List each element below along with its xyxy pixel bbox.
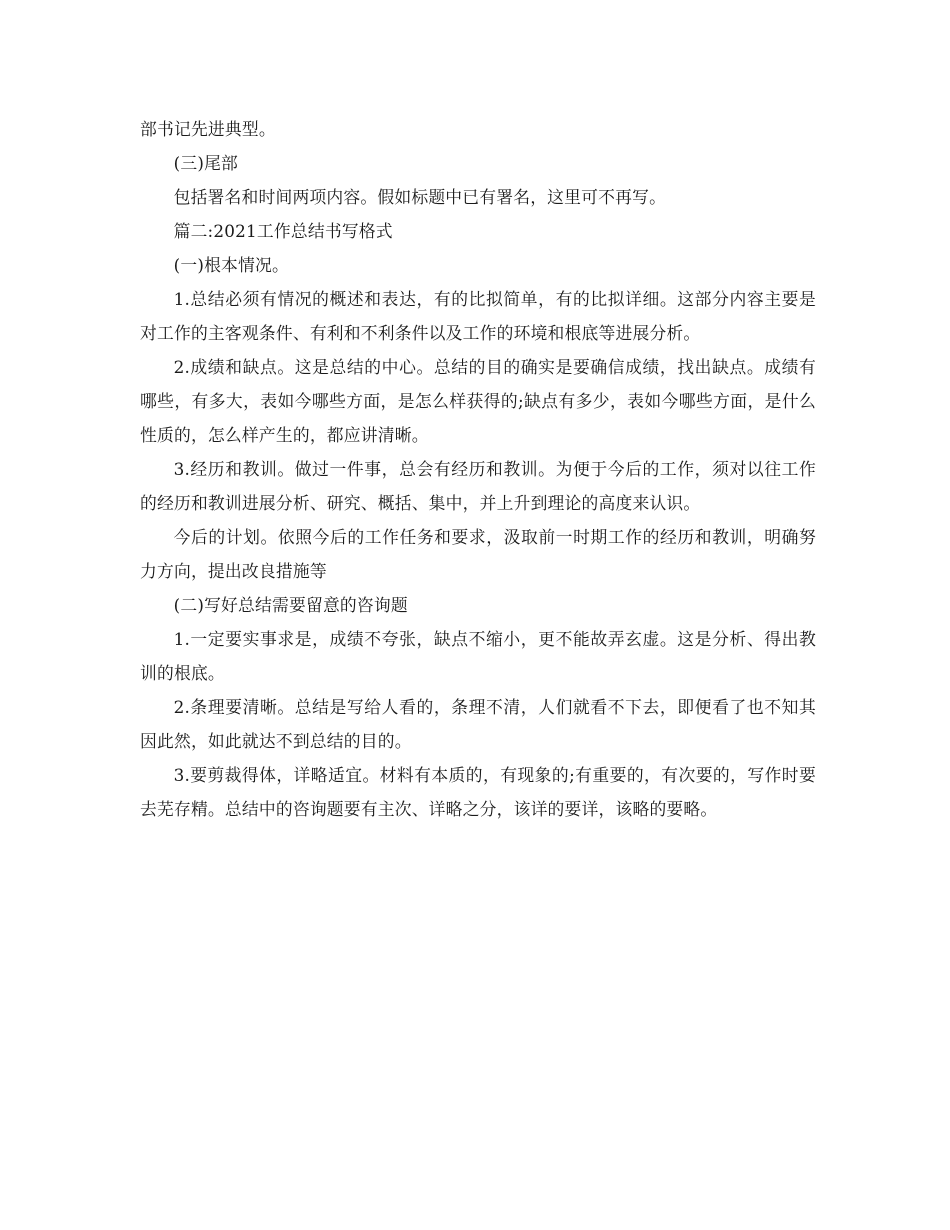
paragraph-continuation: 部书记先进典型。 — [140, 119, 276, 139]
paragraph-item-2-achievements: 2.成绩和缺点。这是总结的中心。总结的目的确实是要确信成绩，找出缺点。成绩有哪些，有多大，表如今哪些方面，是怎么样获得的;缺点有多少，表如今哪些方面，是什么性质的，怎么样产生的，都应讲清晰。 — [140, 357, 816, 445]
paragraph-note-1: 1.一定要实事求是，成绩不夸张，缺点不缩小，更不能故弄玄虚。这是分析、得出教训的根底。 — [140, 629, 816, 683]
section-heading-ending: (三)尾部 — [173, 153, 239, 173]
paragraph-note-2: 2.条理要清晰。总结是写给人看的，条理不清，人们就看不下去，即便看了也不知其因此然，如此就达不到总结的目的。 — [140, 697, 816, 751]
paragraph-ending-content: 包括署名和时间两项内容。假如标题中已有署名，这里可不再写。 — [173, 187, 667, 207]
section-heading-basic-situation: (一)根本情况。 — [173, 255, 289, 275]
article-title-part-two: 篇二:2021工作总结书写格式 — [173, 221, 393, 241]
document-body — [140, 112, 816, 826]
paragraph-future-plan: 今后的计划。依照今后的工作任务和要求，汲取前一时期工作的经历和教训，明确努力方向，提出改良措施等 — [140, 527, 816, 581]
paragraph-item-3-experience: 3.经历和教训。做过一件事，总会有经历和教训。为便于今后的工作，须对以往工作的经历和教训进展分析、研究、概括、集中，并上升到理论的高度来认识。 — [140, 459, 816, 513]
section-heading-writing-notes: (二)写好总结需要留意的咨询题 — [173, 595, 408, 615]
paragraph-note-3: 3.要剪裁得体，详略适宜。材料有本质的，有现象的;有重要的，有次要的，写作时要去芜存精。总结中的咨询题要有主次、详略之分，该详的要详，该略的要略。 — [140, 765, 816, 819]
paragraph-item-1-overview: 1.总结必须有情况的概述和表达，有的比拟简单，有的比拟详细。这部分内容主要是对工作的主客观条件、有利和不利条件以及工作的环境和根底等进展分析。 — [140, 289, 816, 343]
